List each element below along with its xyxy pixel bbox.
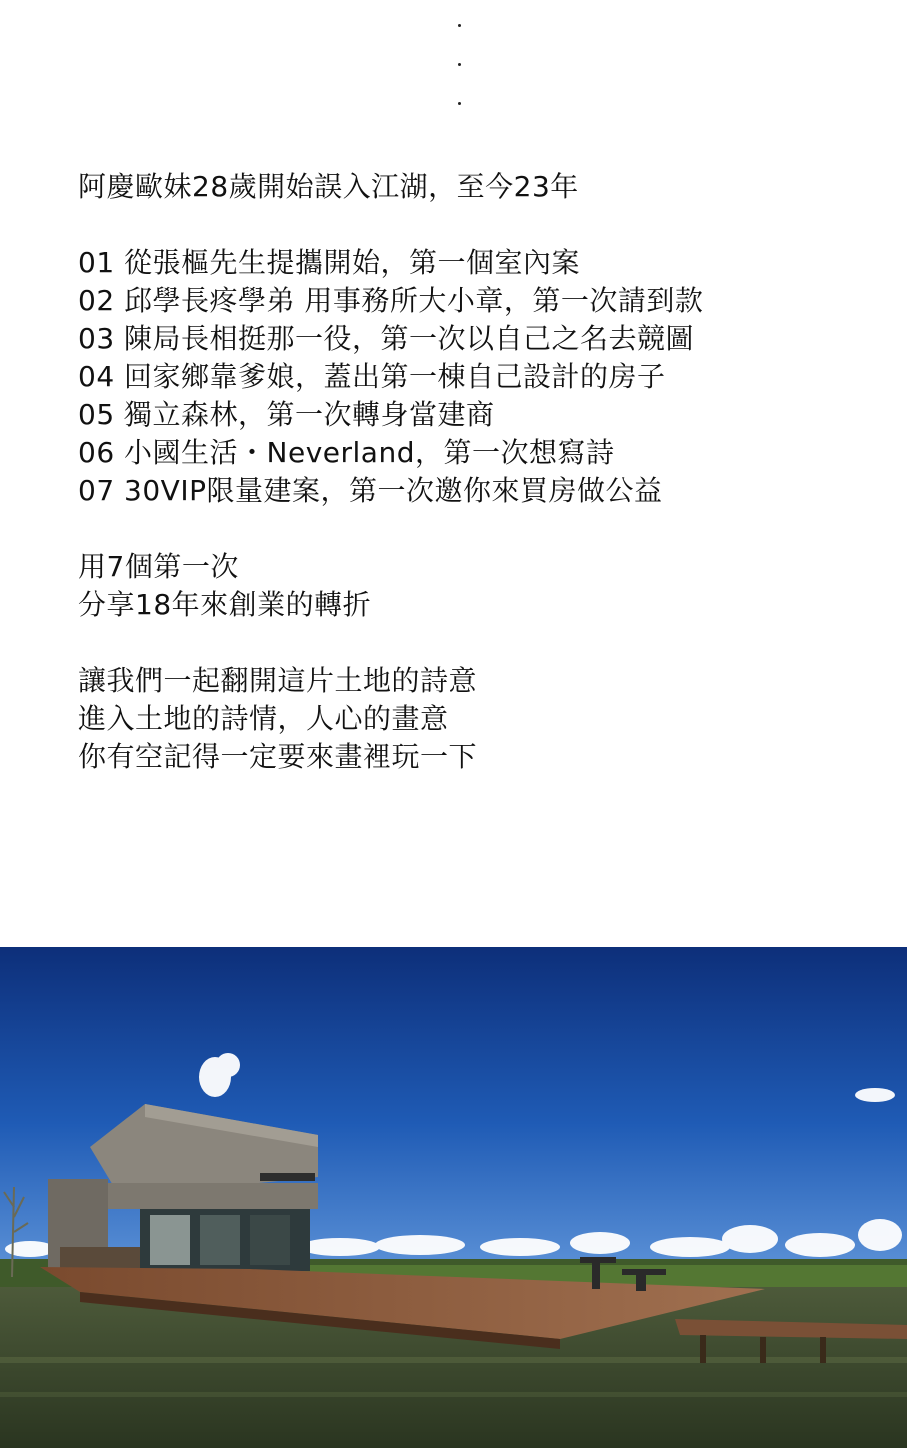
divider-dot [458, 24, 461, 27]
milestone-item: 06 小國生活・Neverland，第一次想寫詩 [78, 436, 615, 469]
summary-line: 分享18年來創業的轉折 [78, 588, 372, 621]
milestone-item: 03 陳局長相挺那一役，第一次以自己之名去競圖 [78, 322, 695, 355]
paragraph-gap [78, 510, 858, 548]
invitation-line: 讓我們一起翻開這片土地的詩意 [78, 664, 478, 697]
milestone-list [78, 244, 858, 510]
milestone-item: 05 獨立森林，第一次轉身當建商 [78, 398, 495, 431]
bench [580, 1257, 616, 1263]
divider-dot [458, 63, 461, 66]
ellipsis-divider [452, 24, 466, 141]
invitation-line: 你有空記得一定要來畫裡玩一下 [78, 740, 478, 773]
intro-headline: 阿慶歐妹28歲開始誤入江湖，至今23年 [78, 170, 579, 203]
invitation-line: 進入土地的詩情，人心的畫意 [78, 702, 449, 735]
lakeside-house-photo [0, 947, 907, 1448]
article-body [78, 168, 858, 776]
milestone-item: 02 邱學長疼學弟 用事務所大小章，第一次請到款 [78, 284, 704, 317]
summary-line: 用7個第一次 [78, 550, 239, 583]
milestone-item: 01 從張樞先生提攜開始，第一個室內案 [78, 246, 581, 279]
divider-dot [458, 102, 461, 105]
summary-paragraph [78, 548, 858, 624]
paragraph-gap [78, 206, 858, 244]
milestone-item: 07 30VIP限量建案，第一次邀你來買房做公益 [78, 474, 663, 507]
sky [0, 947, 907, 1267]
paragraph-gap [78, 624, 858, 662]
milestone-item: 04 回家鄉靠爹娘，蓋出第一棟自己設計的房子 [78, 360, 666, 393]
invitation-paragraph [78, 662, 858, 776]
